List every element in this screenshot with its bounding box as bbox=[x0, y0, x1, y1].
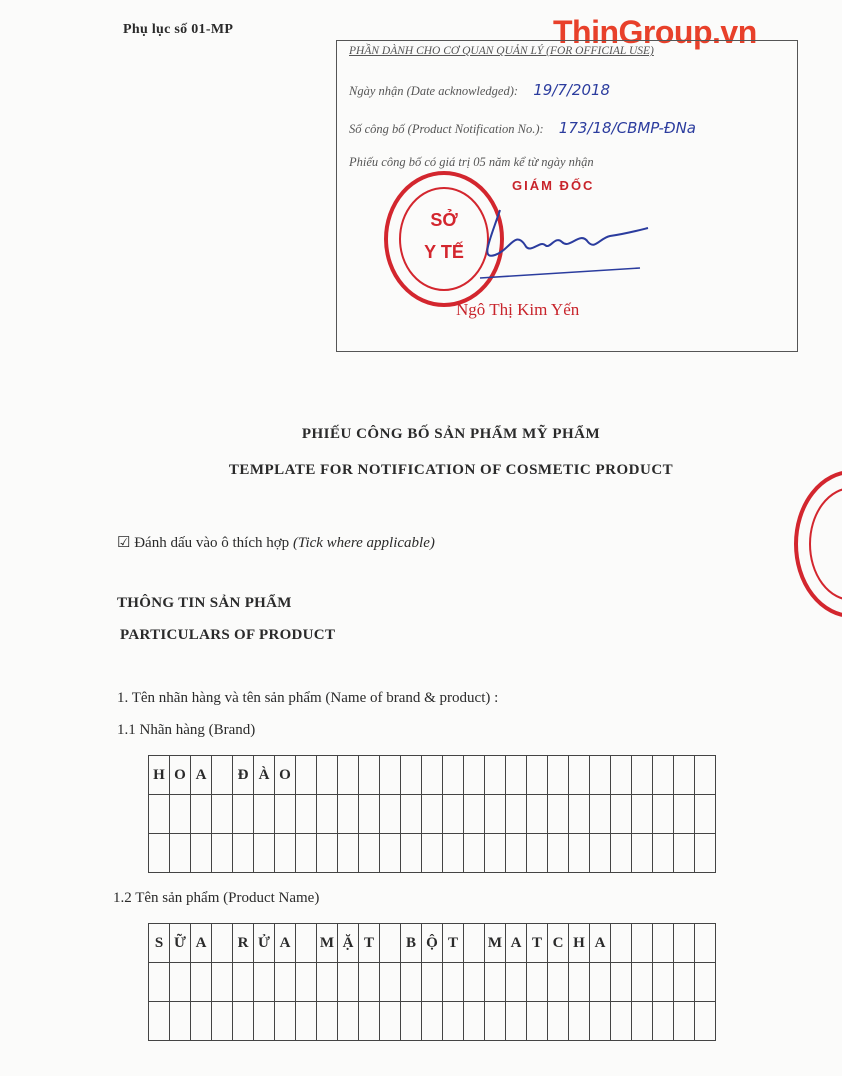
section-title-en: PARTICULARS OF PRODUCT bbox=[120, 627, 336, 643]
grid-cell[interactable] bbox=[653, 924, 674, 963]
grid-cell[interactable]: Ặ bbox=[338, 924, 359, 963]
official-use-heading: PHẦN DÀNH CHO CƠ QUAN QUẢN LÝ (FOR OFFICIAL USE) bbox=[349, 45, 654, 57]
grid-cell[interactable] bbox=[338, 834, 359, 873]
grid-cell[interactable] bbox=[212, 1002, 233, 1041]
grid-cell[interactable] bbox=[338, 963, 359, 1002]
grid-cell[interactable] bbox=[611, 795, 632, 834]
grid-cell[interactable]: T bbox=[527, 924, 548, 963]
grid-cell[interactable] bbox=[422, 795, 443, 834]
grid-cell[interactable] bbox=[674, 756, 695, 795]
grid-cell[interactable] bbox=[275, 1002, 296, 1041]
grid-cell[interactable] bbox=[380, 1002, 401, 1041]
grid-cell[interactable] bbox=[590, 756, 611, 795]
grid-cell[interactable] bbox=[632, 795, 653, 834]
grid-cell[interactable]: S bbox=[149, 924, 170, 963]
grid-cell[interactable] bbox=[233, 834, 254, 873]
grid-cell[interactable]: C bbox=[548, 924, 569, 963]
tick-instruction-en: (Tick where applicable) bbox=[292, 535, 435, 551]
grid-cell[interactable] bbox=[359, 756, 380, 795]
grid-cell[interactable] bbox=[506, 834, 527, 873]
grid-cell[interactable] bbox=[569, 963, 590, 1002]
brand-grid[interactable] bbox=[148, 755, 716, 873]
grid-cell[interactable] bbox=[569, 756, 590, 795]
grid-cell[interactable] bbox=[380, 834, 401, 873]
svg-text:Y TẾ: Y TẾ bbox=[424, 242, 464, 262]
notification-number-value: 173/18/CBMP-ĐNa bbox=[558, 119, 696, 137]
grid-cell[interactable] bbox=[632, 834, 653, 873]
grid-cell[interactable] bbox=[254, 795, 275, 834]
grid-cell[interactable] bbox=[443, 1002, 464, 1041]
grid-cell[interactable] bbox=[317, 1002, 338, 1041]
grid-cell[interactable] bbox=[422, 834, 443, 873]
grid-cell[interactable] bbox=[233, 1002, 254, 1041]
grid-cell[interactable]: A bbox=[590, 924, 611, 963]
grid-cell[interactable] bbox=[359, 963, 380, 1002]
section-title-vi: THÔNG TIN SẢN PHẨM bbox=[117, 595, 292, 611]
grid-cell[interactable] bbox=[653, 963, 674, 1002]
grid-cell[interactable] bbox=[296, 795, 317, 834]
grid-cell[interactable] bbox=[548, 1002, 569, 1041]
grid-cell[interactable] bbox=[590, 1002, 611, 1041]
grid-cell[interactable]: T bbox=[443, 924, 464, 963]
grid-cell[interactable] bbox=[674, 924, 695, 963]
grid-row bbox=[149, 834, 716, 873]
grid-cell[interactable] bbox=[233, 963, 254, 1002]
grid-cell[interactable] bbox=[338, 795, 359, 834]
grid-cell[interactable] bbox=[422, 756, 443, 795]
grid-cell[interactable] bbox=[611, 1002, 632, 1041]
grid-cell[interactable] bbox=[548, 834, 569, 873]
director-title: GIÁM ĐỐC bbox=[512, 178, 595, 193]
grid-cell[interactable] bbox=[296, 963, 317, 1002]
grid-cell[interactable] bbox=[296, 756, 317, 795]
grid-cell[interactable]: Đ bbox=[233, 756, 254, 795]
grid-cell[interactable] bbox=[464, 834, 485, 873]
grid-cell[interactable] bbox=[695, 756, 716, 795]
grid-cell[interactable] bbox=[485, 1002, 506, 1041]
grid-cell[interactable] bbox=[212, 795, 233, 834]
grid-cell[interactable] bbox=[611, 963, 632, 1002]
grid-cell[interactable] bbox=[317, 963, 338, 1002]
grid-cell[interactable] bbox=[506, 1002, 527, 1041]
grid-cell[interactable] bbox=[212, 756, 233, 795]
grid-cell[interactable] bbox=[422, 963, 443, 1002]
grid-cell[interactable] bbox=[212, 924, 233, 963]
grid-cell[interactable]: H bbox=[149, 756, 170, 795]
grid-cell[interactable] bbox=[380, 963, 401, 1002]
grid-cell[interactable] bbox=[548, 795, 569, 834]
grid-cell[interactable] bbox=[485, 795, 506, 834]
grid-cell[interactable] bbox=[401, 1002, 422, 1041]
grid-cell[interactable] bbox=[296, 834, 317, 873]
grid-cell[interactable]: A bbox=[191, 756, 212, 795]
grid-cell[interactable] bbox=[233, 795, 254, 834]
grid-cell[interactable] bbox=[674, 834, 695, 873]
grid-cell[interactable] bbox=[191, 795, 212, 834]
grid-cell[interactable] bbox=[443, 963, 464, 1002]
grid-cell[interactable] bbox=[548, 963, 569, 1002]
grid-cell[interactable] bbox=[275, 963, 296, 1002]
grid-cell[interactable] bbox=[527, 1002, 548, 1041]
grid-cell[interactable] bbox=[170, 1002, 191, 1041]
grid-cell[interactable] bbox=[149, 1002, 170, 1041]
grid-cell[interactable] bbox=[401, 795, 422, 834]
grid-cell[interactable] bbox=[527, 795, 548, 834]
grid-cell[interactable] bbox=[317, 834, 338, 873]
grid-cell[interactable] bbox=[401, 834, 422, 873]
grid-cell[interactable] bbox=[653, 1002, 674, 1041]
grid-cell[interactable] bbox=[149, 795, 170, 834]
grid-cell[interactable] bbox=[212, 834, 233, 873]
tick-instruction-vi: ☑ Đánh dấu vào ô thích hợp bbox=[117, 535, 290, 551]
grid-cell[interactable] bbox=[632, 756, 653, 795]
grid-cell[interactable] bbox=[191, 1002, 212, 1041]
grid-cell[interactable] bbox=[506, 756, 527, 795]
grid-cell[interactable]: A bbox=[506, 924, 527, 963]
grid-row bbox=[149, 795, 716, 834]
grid-cell[interactable]: R bbox=[233, 924, 254, 963]
grid-cell[interactable] bbox=[695, 834, 716, 873]
grid-cell[interactable]: A bbox=[191, 924, 212, 963]
grid-cell[interactable] bbox=[359, 795, 380, 834]
grid-cell[interactable] bbox=[401, 963, 422, 1002]
signer-name: Ngô Thị Kim Yến bbox=[456, 300, 580, 319]
grid-cell[interactable] bbox=[590, 963, 611, 1002]
grid-cell[interactable] bbox=[569, 795, 590, 834]
grid-cell[interactable]: Ữ bbox=[170, 924, 191, 963]
tick-instruction bbox=[117, 533, 435, 552]
grid-cell[interactable] bbox=[254, 834, 275, 873]
grid-cell[interactable] bbox=[170, 834, 191, 873]
grid-cell[interactable] bbox=[674, 963, 695, 1002]
form-title-en: TEMPLATE FOR NOTIFICATION OF COSMETIC PRODUCT bbox=[228, 462, 674, 478]
grid-cell[interactable] bbox=[569, 834, 590, 873]
grid-cell[interactable] bbox=[464, 924, 485, 963]
grid-cell[interactable]: T bbox=[359, 924, 380, 963]
grid-row bbox=[149, 1002, 716, 1041]
grid-cell[interactable] bbox=[464, 756, 485, 795]
grid-cell[interactable] bbox=[254, 1002, 275, 1041]
grid-cell[interactable] bbox=[590, 834, 611, 873]
grid-cell[interactable] bbox=[695, 1002, 716, 1041]
grid-cell[interactable] bbox=[674, 1002, 695, 1041]
grid-cell[interactable] bbox=[170, 963, 191, 1002]
grid-cell[interactable] bbox=[317, 756, 338, 795]
grid-cell[interactable] bbox=[548, 756, 569, 795]
grid-cell[interactable] bbox=[191, 963, 212, 1002]
grid-cell[interactable] bbox=[317, 795, 338, 834]
grid-cell[interactable] bbox=[674, 795, 695, 834]
item-1-label: 1. Tên nhãn hàng và tên sản phẩm (Name of brand & product) : bbox=[117, 690, 499, 706]
grid-cell[interactable] bbox=[632, 963, 653, 1002]
director-signature bbox=[470, 200, 650, 280]
grid-cell[interactable] bbox=[422, 1002, 443, 1041]
form-title-vi: PHIẾU CÔNG BỐ SẢN PHẨM MỸ PHẨM bbox=[301, 426, 601, 442]
grid-cell[interactable] bbox=[506, 795, 527, 834]
grid-cell[interactable] bbox=[380, 756, 401, 795]
notification-number-label: Số công bố (Product Notification No.): bbox=[349, 122, 544, 136]
grid-cell[interactable]: Ử bbox=[254, 924, 275, 963]
grid-cell[interactable] bbox=[569, 1002, 590, 1041]
product-name-grid[interactable] bbox=[148, 923, 716, 1041]
grid-cell[interactable] bbox=[443, 795, 464, 834]
grid-cell[interactable]: A bbox=[275, 924, 296, 963]
grid-cell[interactable] bbox=[464, 963, 485, 1002]
grid-cell[interactable] bbox=[275, 795, 296, 834]
grid-cell[interactable] bbox=[527, 963, 548, 1002]
validity-note: Phiếu công bố có giá trị 05 năm kể từ ngày nhận bbox=[349, 155, 594, 169]
grid-cell[interactable] bbox=[464, 795, 485, 834]
grid-cell[interactable] bbox=[275, 834, 296, 873]
grid-cell[interactable] bbox=[653, 795, 674, 834]
date-acknowledged-label: Ngày nhận (Date acknowledged): bbox=[349, 84, 519, 98]
grid-cell[interactable] bbox=[443, 756, 464, 795]
grid-cell[interactable]: B bbox=[401, 924, 422, 963]
grid-cell[interactable] bbox=[695, 963, 716, 1002]
grid-cell[interactable] bbox=[380, 795, 401, 834]
grid-row bbox=[149, 924, 716, 963]
grid-cell[interactable] bbox=[380, 924, 401, 963]
grid-cell[interactable]: M bbox=[485, 924, 506, 963]
grid-cell[interactable]: O bbox=[170, 756, 191, 795]
grid-cell[interactable] bbox=[149, 834, 170, 873]
grid-cell[interactable] bbox=[653, 756, 674, 795]
grid-cell[interactable] bbox=[506, 963, 527, 1002]
grid-cell[interactable] bbox=[485, 834, 506, 873]
grid-cell[interactable] bbox=[611, 924, 632, 963]
grid-cell[interactable] bbox=[611, 756, 632, 795]
grid-cell[interactable] bbox=[338, 1002, 359, 1041]
grid-cell[interactable]: Ộ bbox=[422, 924, 443, 963]
item-1-1-label: 1.1 Nhãn hàng (Brand) bbox=[117, 722, 256, 738]
grid-cell[interactable] bbox=[464, 1002, 485, 1041]
grid-cell[interactable] bbox=[695, 924, 716, 963]
grid-cell[interactable] bbox=[359, 834, 380, 873]
grid-cell[interactable] bbox=[527, 834, 548, 873]
date-acknowledged-row bbox=[349, 81, 610, 99]
grid-cell[interactable] bbox=[527, 756, 548, 795]
grid-cell[interactable] bbox=[296, 924, 317, 963]
grid-cell[interactable] bbox=[359, 1002, 380, 1041]
date-acknowledged-value: 19/7/2018 bbox=[533, 81, 611, 99]
appendix-label: Phụ lục số 01-MP bbox=[123, 22, 234, 37]
grid-cell[interactable] bbox=[485, 756, 506, 795]
grid-cell[interactable] bbox=[401, 756, 422, 795]
grid-cell[interactable]: O bbox=[275, 756, 296, 795]
edge-seal bbox=[790, 466, 842, 622]
grid-cell[interactable] bbox=[443, 834, 464, 873]
grid-cell[interactable]: H bbox=[569, 924, 590, 963]
grid-cell[interactable] bbox=[254, 963, 275, 1002]
grid-row bbox=[149, 963, 716, 1002]
grid-cell[interactable] bbox=[632, 1002, 653, 1041]
grid-cell[interactable] bbox=[695, 795, 716, 834]
grid-cell[interactable] bbox=[149, 963, 170, 1002]
grid-cell[interactable] bbox=[296, 1002, 317, 1041]
item-1-2-label: 1.2 Tên sản phẩm (Product Name) bbox=[113, 890, 320, 906]
brand-logo: ThinGroup.vn bbox=[553, 14, 757, 50]
grid-cell[interactable] bbox=[653, 834, 674, 873]
grid-cell[interactable] bbox=[170, 795, 191, 834]
grid-cell[interactable] bbox=[212, 963, 233, 1002]
notification-number-row bbox=[349, 119, 696, 137]
grid-cell[interactable] bbox=[191, 834, 212, 873]
grid-cell[interactable] bbox=[632, 924, 653, 963]
svg-text:SỞ: SỞ bbox=[430, 210, 458, 230]
grid-cell[interactable]: À bbox=[254, 756, 275, 795]
grid-cell[interactable] bbox=[338, 756, 359, 795]
grid-cell[interactable] bbox=[611, 834, 632, 873]
grid-cell[interactable] bbox=[485, 963, 506, 1002]
grid-cell[interactable]: M bbox=[317, 924, 338, 963]
grid-row bbox=[149, 756, 716, 795]
grid-cell[interactable] bbox=[590, 795, 611, 834]
